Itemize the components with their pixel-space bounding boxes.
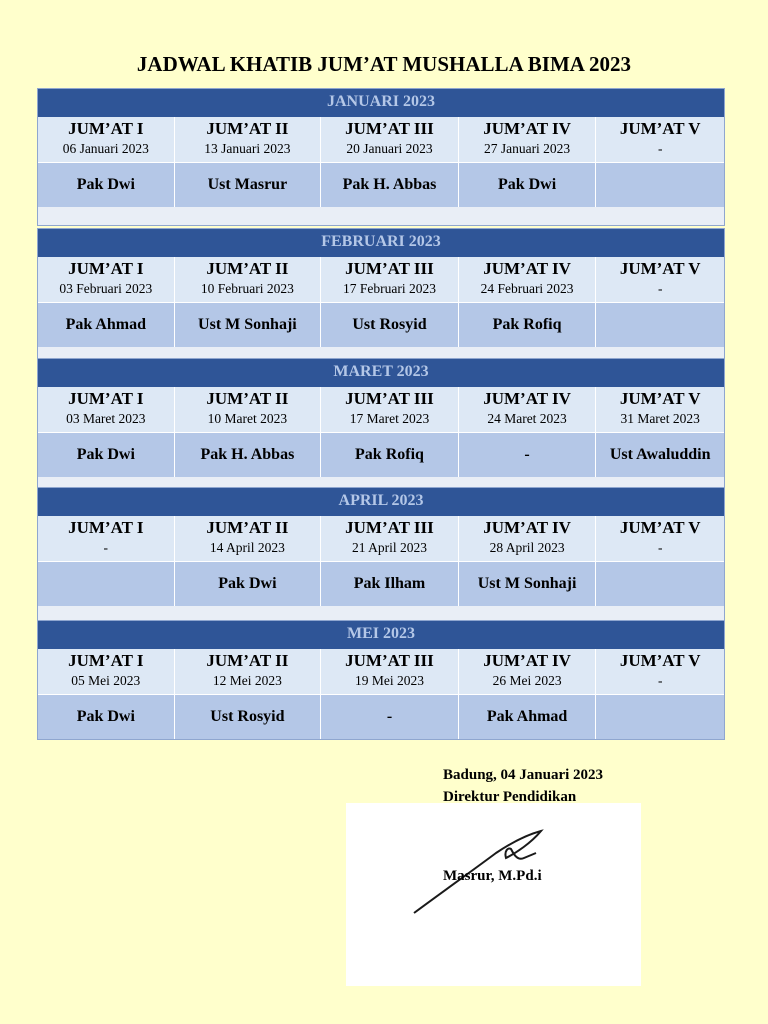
month-table bbox=[37, 88, 725, 226]
friday-label: JUM’AT V bbox=[619, 119, 701, 138]
friday-label: JUM’AT V bbox=[619, 389, 701, 408]
khatib-name-row bbox=[38, 695, 724, 739]
khatib-name: Pak Dwi bbox=[175, 562, 322, 606]
friday-date: 24 Februari 2023 bbox=[480, 281, 574, 296]
friday-label: JUM’AT II bbox=[206, 389, 289, 408]
signature-position: Direktur Pendidikan bbox=[443, 789, 577, 805]
friday-label: JUM’AT I bbox=[68, 259, 144, 278]
friday-label: JUM’AT IV bbox=[483, 259, 571, 278]
friday-cell bbox=[321, 649, 459, 695]
friday-label: JUM’AT III bbox=[345, 518, 434, 537]
khatib-name: Pak Rofiq bbox=[459, 303, 597, 347]
friday-label: JUM’AT III bbox=[345, 651, 434, 670]
khatib-name: Pak Ahmad bbox=[38, 303, 175, 347]
friday-cell bbox=[596, 387, 724, 433]
friday-date-row bbox=[38, 257, 724, 303]
month-header: FEBRUARI 2023 bbox=[38, 229, 724, 257]
friday-label: JUM’AT III bbox=[345, 389, 434, 408]
khatib-name bbox=[596, 695, 724, 739]
friday-cell bbox=[321, 516, 459, 562]
friday-label: JUM’AT V bbox=[619, 259, 701, 278]
friday-date: 10 Februari 2023 bbox=[200, 281, 294, 296]
signature-scribble bbox=[346, 803, 641, 986]
khatib-name: Ust Rosyid bbox=[175, 695, 322, 739]
khatib-name-row bbox=[38, 562, 724, 606]
khatib-name: Pak H. Abbas bbox=[175, 433, 322, 477]
friday-date: - bbox=[657, 540, 663, 555]
khatib-name: Ust Rosyid bbox=[321, 303, 459, 347]
friday-cell bbox=[38, 516, 175, 562]
friday-label: JUM’AT I bbox=[68, 119, 144, 138]
khatib-name: - bbox=[459, 433, 597, 477]
friday-cell bbox=[175, 516, 322, 562]
friday-label: JUM’AT III bbox=[345, 119, 434, 138]
month-table bbox=[37, 358, 725, 496]
khatib-name bbox=[596, 163, 724, 207]
friday-label: JUM’AT V bbox=[619, 651, 701, 670]
friday-date: 10 Maret 2023 bbox=[207, 411, 288, 426]
friday-cell bbox=[596, 649, 724, 695]
khatib-name: Ust M Sonhaji bbox=[459, 562, 597, 606]
friday-cell bbox=[459, 257, 597, 303]
friday-cell bbox=[38, 117, 175, 163]
friday-date-row bbox=[38, 649, 724, 695]
friday-label: JUM’AT I bbox=[68, 651, 144, 670]
page-title: JADWAL KHATIB JUM’AT MUSHALLA BIMA 2023 bbox=[136, 52, 632, 76]
friday-label: JUM’AT IV bbox=[483, 389, 571, 408]
friday-cell bbox=[596, 516, 724, 562]
friday-date: 14 April 2023 bbox=[209, 540, 285, 555]
friday-date: 13 Januari 2023 bbox=[204, 141, 291, 156]
khatib-name bbox=[596, 303, 724, 347]
friday-cell bbox=[596, 257, 724, 303]
month-header: JANUARI 2023 bbox=[38, 89, 724, 117]
friday-date: - bbox=[657, 281, 663, 296]
friday-date: 03 Maret 2023 bbox=[66, 411, 146, 426]
friday-date: 26 Mei 2023 bbox=[492, 673, 562, 688]
friday-cell bbox=[38, 387, 175, 433]
friday-label: JUM’AT IV bbox=[483, 651, 571, 670]
friday-date-row bbox=[38, 117, 724, 163]
table-gap bbox=[38, 207, 724, 225]
signature-block bbox=[443, 764, 603, 808]
khatib-name: Pak Dwi bbox=[459, 163, 597, 207]
friday-date: - bbox=[103, 540, 109, 555]
friday-date: 20 Januari 2023 bbox=[346, 141, 433, 156]
friday-label: JUM’AT IV bbox=[483, 518, 571, 537]
friday-date: 19 Mei 2023 bbox=[354, 673, 424, 688]
friday-date-row bbox=[38, 516, 724, 562]
friday-label: JUM’AT I bbox=[68, 518, 144, 537]
khatib-name: Pak Ahmad bbox=[459, 695, 597, 739]
month-header: MARET 2023 bbox=[38, 359, 724, 387]
friday-date: 17 Februari 2023 bbox=[342, 281, 436, 296]
friday-date: 31 Maret 2023 bbox=[620, 411, 700, 426]
khatib-name: Ust M Sonhaji bbox=[175, 303, 322, 347]
friday-cell bbox=[459, 387, 597, 433]
friday-cell bbox=[38, 649, 175, 695]
friday-cell bbox=[175, 117, 322, 163]
friday-date: 21 April 2023 bbox=[351, 540, 427, 555]
khatib-name bbox=[38, 562, 175, 606]
friday-date: 24 Maret 2023 bbox=[487, 411, 567, 426]
friday-label: JUM’AT III bbox=[345, 259, 434, 278]
khatib-name: Pak H. Abbas bbox=[321, 163, 459, 207]
friday-label: JUM’AT V bbox=[619, 518, 701, 537]
friday-cell bbox=[459, 516, 597, 562]
friday-date-row bbox=[38, 387, 724, 433]
signature-name: Masrur, M.Pd.i bbox=[443, 868, 542, 884]
friday-date: 06 Januari 2023 bbox=[62, 141, 149, 156]
month-table bbox=[37, 487, 725, 625]
month-header: MEI 2023 bbox=[38, 621, 724, 649]
friday-date: 05 Mei 2023 bbox=[71, 673, 141, 688]
friday-cell bbox=[459, 649, 597, 695]
friday-label: JUM’AT II bbox=[206, 119, 289, 138]
friday-label: JUM’AT II bbox=[206, 518, 289, 537]
friday-cell bbox=[459, 117, 597, 163]
friday-label: JUM’AT II bbox=[206, 651, 289, 670]
signature-place-date: Badung, 04 Januari 2023 bbox=[443, 767, 604, 783]
khatib-name: Pak Dwi bbox=[38, 433, 175, 477]
friday-date: 17 Maret 2023 bbox=[349, 411, 430, 426]
friday-date: 27 Januari 2023 bbox=[483, 141, 571, 156]
friday-date: 12 Mei 2023 bbox=[212, 673, 282, 688]
friday-cell bbox=[321, 387, 459, 433]
month-header: APRIL 2023 bbox=[38, 488, 724, 516]
month-table bbox=[37, 228, 725, 366]
friday-label: JUM’AT IV bbox=[483, 119, 571, 138]
khatib-name: Ust Masrur bbox=[175, 163, 322, 207]
friday-cell bbox=[175, 649, 322, 695]
khatib-name-row bbox=[38, 163, 724, 207]
friday-cell bbox=[38, 257, 175, 303]
khatib-name: Pak Dwi bbox=[38, 163, 175, 207]
friday-cell bbox=[596, 117, 724, 163]
khatib-name: - bbox=[321, 695, 459, 739]
friday-label: JUM’AT I bbox=[68, 389, 144, 408]
khatib-name-row bbox=[38, 433, 724, 477]
friday-date: - bbox=[657, 141, 663, 156]
friday-date: 28 April 2023 bbox=[489, 540, 565, 555]
khatib-name: Ust Awaluddin bbox=[596, 433, 724, 477]
khatib-name: Pak Dwi bbox=[38, 695, 175, 739]
friday-cell bbox=[175, 387, 322, 433]
friday-label: JUM’AT II bbox=[206, 259, 289, 278]
khatib-name: Pak Ilham bbox=[321, 562, 459, 606]
khatib-name: Pak Rofiq bbox=[321, 433, 459, 477]
friday-date: 03 Februari 2023 bbox=[59, 281, 153, 296]
month-table bbox=[37, 620, 725, 740]
friday-cell bbox=[175, 257, 322, 303]
friday-cell bbox=[321, 257, 459, 303]
khatib-name-row bbox=[38, 303, 724, 347]
friday-cell bbox=[321, 117, 459, 163]
khatib-name bbox=[596, 562, 724, 606]
friday-date: - bbox=[657, 673, 663, 688]
